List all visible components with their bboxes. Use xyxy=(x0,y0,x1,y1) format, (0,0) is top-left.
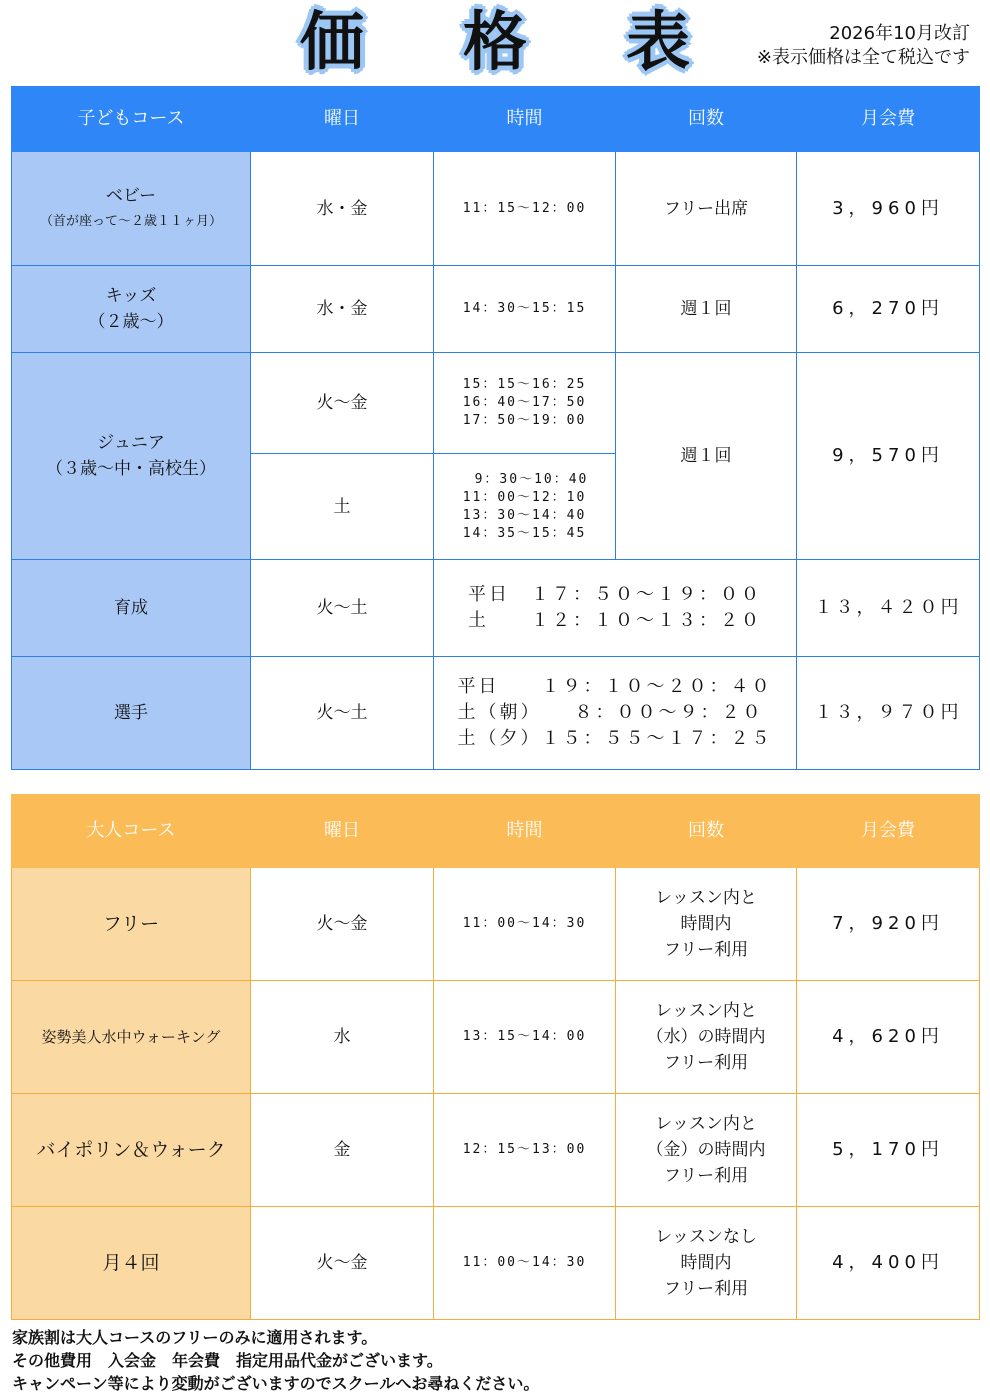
count-line: 時間内 xyxy=(680,1253,732,1273)
time-cell: 12：15〜13：00 xyxy=(434,1094,616,1207)
count-line: フリー利用 xyxy=(663,940,749,960)
table-row xyxy=(12,981,980,1094)
fee-cell: 9，570円 xyxy=(797,353,980,560)
course-name: バイポリン＆ウォーク xyxy=(12,1094,251,1207)
course-name: 育成 xyxy=(12,560,251,657)
kids-course-table xyxy=(11,86,980,770)
fee-cell: 4，400円 xyxy=(797,1207,980,1320)
day-cell: 火〜金 xyxy=(251,1207,434,1320)
count-cell: フリー出席 xyxy=(616,152,797,266)
fee-cell: 4，620円 xyxy=(797,981,980,1094)
time-line: 土（朝） ８：００〜９：２０ xyxy=(457,702,764,723)
course-name xyxy=(12,152,251,266)
fee-cell: 6，270円 xyxy=(797,266,980,353)
count-cell xyxy=(616,981,797,1094)
header-time: 時間 xyxy=(434,87,616,152)
day-cell: 水・金 xyxy=(251,266,434,353)
fee-cell: 5，170円 xyxy=(797,1094,980,1207)
time-line: 平日 １９：１０〜２０：４０ xyxy=(457,676,773,697)
course-name xyxy=(12,266,251,353)
table-row xyxy=(12,1207,980,1320)
note-line: キャンペーン等により変動がございますのでスクールへお尋ねください。 xyxy=(12,1374,540,1393)
time-line: 13：30〜14：40 xyxy=(462,507,587,523)
time-line: 土 １２：１０〜１３：２０ xyxy=(468,610,762,631)
adult-header-row xyxy=(12,795,980,868)
time-cell xyxy=(434,353,616,454)
header-count: 回数 xyxy=(616,87,797,152)
header-day: 曜日 xyxy=(251,795,434,868)
course-name: フリー xyxy=(12,868,251,981)
time-line: 14：35〜15：45 xyxy=(462,525,587,541)
table-row xyxy=(12,266,980,353)
count-line: レッスン内と xyxy=(655,1114,757,1134)
time-line: 土（夕）１５：５５〜１７：２５ xyxy=(457,728,773,749)
day-cell: 土 xyxy=(251,454,434,560)
header-count: 回数 xyxy=(616,795,797,868)
time-line: 17：50〜19：00 xyxy=(462,413,587,428)
count-line: フリー利用 xyxy=(663,1279,749,1299)
day-cell: 火〜金 xyxy=(251,353,434,454)
page-title xyxy=(300,6,690,80)
header-course: 子どもコース xyxy=(12,87,251,152)
adult-course-table xyxy=(11,794,980,1320)
time-cell xyxy=(434,560,797,657)
day-cell: 火〜土 xyxy=(251,560,434,657)
title-char-1: 価 xyxy=(300,6,364,80)
count-line: （金）の時間内 xyxy=(646,1140,766,1160)
course-title: ベビー xyxy=(105,185,157,206)
note-line: 家族割は大人コースのフリーのみに適用されます。 xyxy=(12,1328,378,1347)
count-cell: 週１回 xyxy=(616,266,797,353)
time-cell: 11：00〜14：30 xyxy=(434,868,616,981)
count-cell xyxy=(616,868,797,981)
count-line: フリー利用 xyxy=(663,1166,749,1186)
day-cell: 水・金 xyxy=(251,152,434,266)
time-cell: 11：00〜14：30 xyxy=(434,1207,616,1320)
table-row xyxy=(12,657,980,770)
header-time: 時間 xyxy=(434,795,616,868)
course-subtitle: （２歳〜） xyxy=(88,312,174,332)
day-cell: 金 xyxy=(251,1094,434,1207)
header-day: 曜日 xyxy=(251,87,434,152)
table-row xyxy=(12,560,980,657)
time-cell: 14：30〜15：15 xyxy=(434,266,616,353)
header-course: 大人コース xyxy=(12,795,251,868)
count-line: レッスン内と xyxy=(655,1001,757,1021)
header-fee: 月会費 xyxy=(797,87,980,152)
course-name xyxy=(12,353,251,560)
fee-cell: 3，960円 xyxy=(797,152,980,266)
count-line: フリー利用 xyxy=(663,1053,749,1073)
course-title: キッズ xyxy=(105,286,157,306)
course-name: 月４回 xyxy=(12,1207,251,1320)
time-cell xyxy=(434,657,797,770)
day-cell: 水 xyxy=(251,981,434,1094)
fee-cell: １３，４２０円 xyxy=(797,560,980,657)
count-cell xyxy=(616,1094,797,1207)
day-cell: 火〜土 xyxy=(251,657,434,770)
count-line: （水）の時間内 xyxy=(646,1027,766,1047)
time-block xyxy=(468,582,762,634)
count-cell: 週１回 xyxy=(616,353,797,560)
time-line: 15：15〜16：25 xyxy=(462,377,587,392)
fee-cell: １３，９７０円 xyxy=(797,657,980,770)
time-line: 16：40〜17：50 xyxy=(462,395,587,410)
count-line: 時間内 xyxy=(680,914,732,934)
title-char-3: 表 xyxy=(626,6,690,80)
revision-info xyxy=(757,22,970,70)
time-line: 9：30〜10：40 xyxy=(474,471,589,487)
table-row xyxy=(12,152,980,266)
course-name: 選手 xyxy=(12,657,251,770)
time-cell xyxy=(434,454,616,560)
course-title: ジュニア xyxy=(97,433,165,453)
course-name: 姿勢美人水中ウォーキング xyxy=(12,981,251,1094)
kids-header-row xyxy=(12,87,980,152)
course-subtitle: （首が座って〜２歳１１ヶ月） xyxy=(39,213,222,229)
fee-cell: 7，920円 xyxy=(797,868,980,981)
header-fee: 月会費 xyxy=(797,795,980,868)
count-line: レッスン内と xyxy=(655,888,757,908)
count-cell xyxy=(616,1207,797,1320)
table-row xyxy=(12,353,980,454)
table-row xyxy=(12,868,980,981)
time-line: 平日 １７：５０〜１９：００ xyxy=(468,584,762,605)
course-subtitle: （３歳〜中・高校生） xyxy=(46,459,216,479)
title-char-2: 格 xyxy=(463,6,527,80)
day-cell: 火〜金 xyxy=(251,868,434,981)
time-line: 11：00〜12：10 xyxy=(462,489,587,505)
time-cell: 13：15〜14：00 xyxy=(434,981,616,1094)
footer-notes xyxy=(12,1326,539,1395)
count-line: レッスンなし xyxy=(655,1227,757,1247)
tax-note: ※表示価格は全て税込です xyxy=(756,47,970,68)
time-cell: 11：15〜12：00 xyxy=(434,152,616,266)
table-row xyxy=(12,1094,980,1207)
note-line: その他費用 入会金 年会費 指定用品代金がございます。 xyxy=(12,1351,443,1370)
time-block xyxy=(458,674,773,752)
revision-date: 2026年10月改訂 xyxy=(829,23,970,44)
